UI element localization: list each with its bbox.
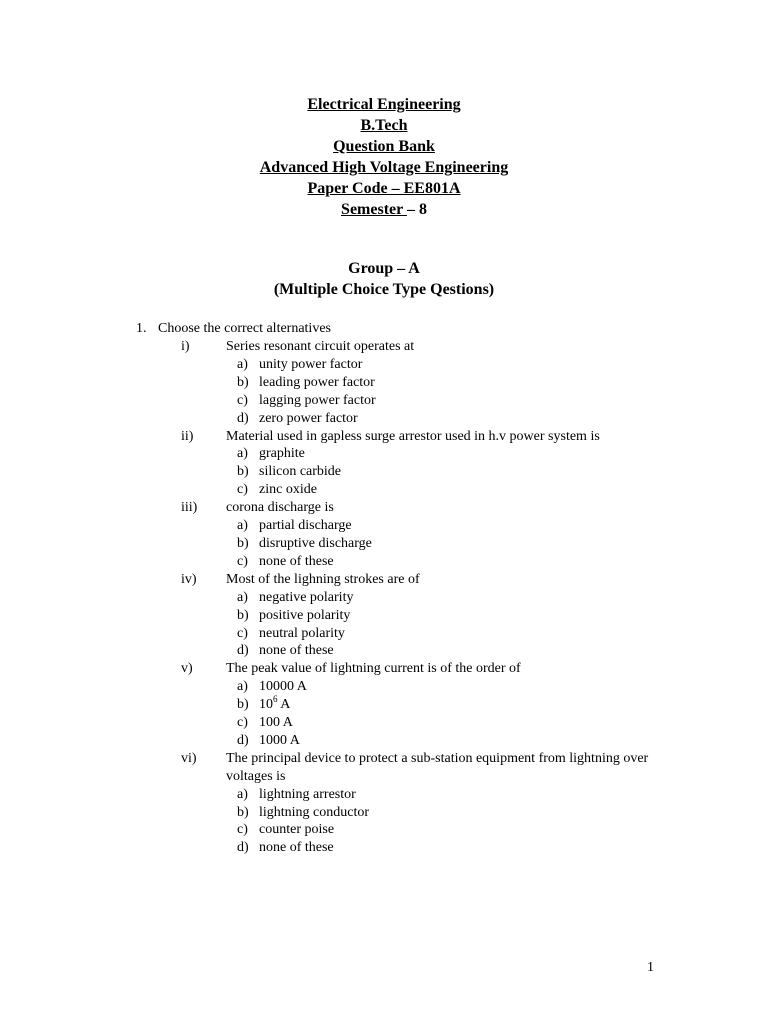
option-item (237, 445, 681, 463)
option-item (237, 696, 681, 714)
option-list (237, 517, 681, 571)
sub-question-text: corona discharge is (226, 500, 334, 516)
sub-question (181, 571, 681, 661)
sub-question-number: ii) (181, 428, 194, 444)
group-subtitle: (Multiple Choice Type Qestions) (273, 281, 495, 298)
option-superscript: 6 (273, 694, 278, 705)
option-item (237, 625, 681, 643)
option-item (237, 463, 681, 481)
option-text: lightning conductor (259, 804, 370, 820)
sub-question-text: The principal device to protect a sub-station equipment from lightning over voltages is (226, 750, 649, 784)
option-label: c) (237, 715, 248, 731)
option-label: c) (237, 392, 248, 408)
option-text: partial discharge (259, 518, 352, 534)
option-item (237, 678, 681, 696)
option-list (237, 356, 681, 428)
option-label: b) (237, 535, 249, 551)
option-item (237, 392, 681, 410)
option-label: b) (237, 697, 249, 713)
option-label: b) (237, 804, 249, 820)
option-text: 10000 A (259, 679, 307, 695)
option-text: zero power factor (259, 410, 358, 426)
option-label: d) (237, 643, 249, 659)
option-item (237, 517, 681, 535)
option-label: d) (237, 840, 249, 856)
option-text: positive polarity (259, 607, 351, 623)
option-list (237, 678, 681, 750)
option-item (237, 481, 681, 499)
option-item (237, 535, 681, 553)
option-item (237, 839, 681, 857)
option-text: negative polarity (259, 589, 354, 605)
option-list (237, 589, 681, 661)
question-number: 1. (136, 321, 147, 336)
option-label: b) (237, 374, 249, 390)
page-number: 1 (647, 960, 654, 975)
sub-question-number: iv) (181, 571, 197, 587)
option-item (237, 642, 681, 660)
degree-title: B.Tech (360, 117, 408, 134)
paper-code: Paper Code – EE801A (307, 180, 461, 197)
semester-label: Semester (341, 201, 407, 218)
question-1 (136, 320, 331, 338)
sub-question-number: iii) (181, 500, 198, 516)
option-item (237, 589, 681, 607)
option-label: c) (237, 625, 248, 641)
option-text: none of these (259, 643, 334, 659)
option-label: b) (237, 607, 249, 623)
department-title: Electrical Engineering (307, 96, 461, 113)
option-text: graphite (259, 446, 305, 462)
option-label: a) (237, 446, 248, 462)
sub-question (181, 428, 681, 500)
option-text: 1000 A (259, 732, 300, 748)
option-list (237, 445, 681, 499)
option-text: lightning arrestor (259, 786, 356, 802)
option-item (237, 804, 681, 822)
sub-question-text: Material used in gapless surge arrestor used in h.v power system is (226, 428, 600, 444)
sub-question-number: v) (181, 661, 193, 677)
option-text: silicon carbide (259, 464, 342, 480)
sub-question-number: vi) (181, 750, 197, 766)
sub-question-text: Most of the lighning strokes are of (226, 571, 420, 587)
sub-question (181, 750, 681, 857)
option-item (237, 732, 681, 750)
option-text: none of these (259, 840, 334, 856)
subject-title: Advanced High Voltage Engineering (259, 159, 509, 176)
option-label: c) (237, 482, 248, 498)
option-label: a) (237, 786, 248, 802)
sub-question (181, 499, 681, 571)
semester-line (0, 199, 768, 220)
option-label: b) (237, 464, 249, 480)
option-text: unity power factor (259, 356, 363, 372)
group-title: Group – A (348, 260, 420, 277)
option-label: d) (237, 732, 249, 748)
option-label: c) (237, 553, 248, 569)
option-label: c) (237, 822, 248, 838)
sub-question-number: i) (181, 339, 190, 354)
semester-value: – 8 (406, 201, 427, 218)
option-item (237, 607, 681, 625)
option-text: 10 (259, 697, 273, 713)
sub-question (181, 660, 681, 750)
sub-question-text: Series resonant circuit operates at (226, 339, 415, 354)
sub-question-text: The peak value of lightning current is of the order of (226, 661, 521, 677)
option-item (237, 374, 681, 392)
question-text: Choose the correct alternatives (158, 321, 331, 336)
option-text: lagging power factor (259, 392, 376, 408)
option-label: a) (237, 356, 248, 372)
option-item (237, 410, 681, 428)
option-item (237, 356, 681, 374)
option-item (237, 821, 681, 839)
option-text: none of these (259, 553, 334, 569)
option-text: counter poise (259, 822, 335, 838)
option-text: disruptive discharge (259, 535, 372, 551)
option-label: d) (237, 410, 249, 426)
option-item (237, 714, 681, 732)
option-item (237, 786, 681, 804)
option-text: zinc oxide (259, 482, 317, 498)
group-heading (0, 258, 768, 300)
option-label: a) (237, 679, 248, 695)
sub-question-list (181, 338, 681, 857)
option-list (237, 786, 681, 858)
document-header (0, 94, 768, 220)
option-unit: A (277, 697, 291, 713)
option-label: a) (237, 518, 248, 534)
option-text: leading power factor (259, 374, 375, 390)
option-item (237, 553, 681, 571)
sub-question (181, 338, 681, 428)
document-type-title: Question Bank (333, 138, 435, 155)
option-text: neutral polarity (259, 625, 345, 641)
option-label: a) (237, 589, 248, 605)
option-text: 100 A (259, 715, 293, 731)
